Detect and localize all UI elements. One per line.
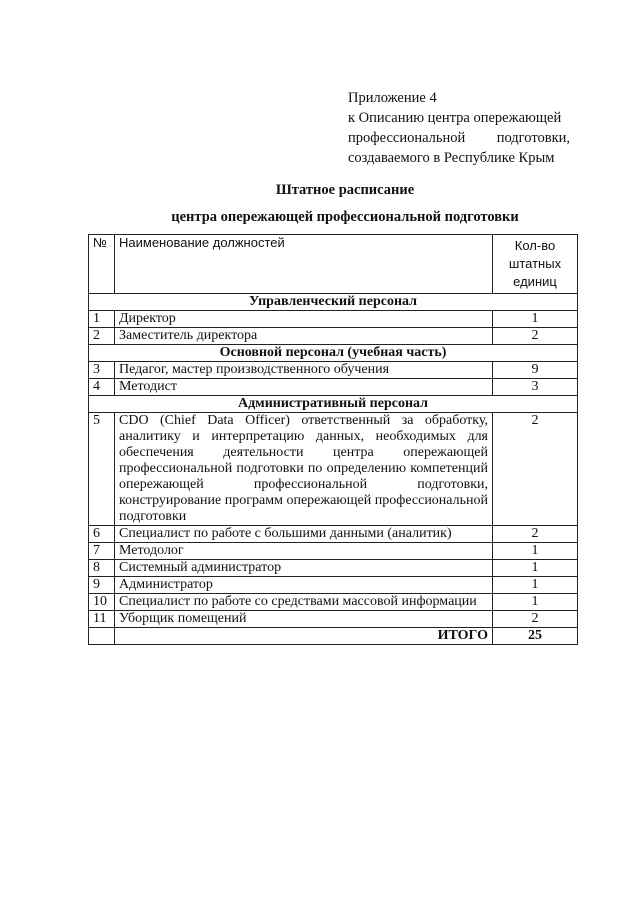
row-position: Директор (115, 311, 493, 328)
header-qty-line-2: штатных (508, 256, 562, 271)
table-header-row (89, 235, 578, 294)
row-qty: 3 (493, 379, 578, 396)
row-qty: 1 (493, 560, 578, 577)
table-row (89, 611, 578, 628)
header-name: Наименование должностей (115, 235, 493, 294)
row-qty: 1 (493, 543, 578, 560)
row-position: Системный администратор (115, 560, 493, 577)
table-row (89, 526, 578, 543)
row-num: 6 (89, 526, 115, 543)
total-value: 25 (493, 628, 578, 645)
row-qty: 9 (493, 362, 578, 379)
staff-table (88, 234, 578, 645)
section-title: Управленческий персонал (89, 294, 578, 311)
section-row (89, 294, 578, 311)
appendix-line-4: создаваемого в Республике Крым (348, 150, 555, 166)
row-num: 3 (89, 362, 115, 379)
row-qty: 2 (493, 526, 578, 543)
row-num: 10 (89, 594, 115, 611)
row-qty: 2 (493, 611, 578, 628)
row-num: 2 (89, 328, 115, 345)
row-num: 9 (89, 577, 115, 594)
row-qty: 1 (493, 594, 578, 611)
section-row (89, 396, 578, 413)
row-num: 5 (89, 413, 115, 526)
table-row (89, 543, 578, 560)
row-num: 7 (89, 543, 115, 560)
appendix-line-3: профессиональной подготовки, (348, 130, 570, 146)
row-position: Специалист по работе с большими данными (аналитик) (115, 526, 493, 543)
header-qty-line-3: единиц (513, 274, 557, 289)
table-row (89, 379, 578, 396)
row-position: Специалист по работе со средствами массовой информации (115, 594, 493, 611)
table-row (89, 577, 578, 594)
row-num: 1 (89, 311, 115, 328)
table-row (89, 311, 578, 328)
appendix-line-2: к Описанию центра опережающей (348, 110, 562, 126)
row-position: Заместитель директора (115, 328, 493, 345)
table-row (89, 594, 578, 611)
row-position: Администратор (115, 577, 493, 594)
row-position: Методолог (115, 543, 493, 560)
total-row (89, 628, 578, 645)
row-qty: 1 (493, 577, 578, 594)
total-label: ИТОГО (115, 628, 493, 645)
row-position: CDO (Chief Data Officer) ответственный за обработку, аналитику и интерпретацию данных, необходимых для обеспечения деятельности центра опережающей профессиональной подготовки по определению компетенций опережающей профессиональной подготовки, конструирование программ опережающей профессиональной подготовки (115, 413, 493, 526)
row-qty: 1 (493, 311, 578, 328)
row-num: 11 (89, 611, 115, 628)
section-row (89, 345, 578, 362)
appendix-note (348, 88, 570, 168)
document-subtitle: центра опережающей профессиональной подготовки (171, 209, 519, 225)
section-title: Основной персонал (учебная часть) (89, 345, 578, 362)
appendix-line-1: Приложение 4 (348, 90, 437, 106)
table-row (89, 560, 578, 577)
row-position: Методист (115, 379, 493, 396)
row-num: 8 (89, 560, 115, 577)
table-row (89, 328, 578, 345)
row-qty: 2 (493, 328, 578, 345)
header-num: № (89, 235, 115, 294)
table-row (89, 413, 578, 526)
row-position: Педагог, мастер производственного обучения (115, 362, 493, 379)
row-position: Уборщик помещений (115, 611, 493, 628)
row-qty: 2 (493, 413, 578, 526)
header-qty-line-1: Кол-во (514, 238, 556, 253)
document-title: Штатное расписание (275, 182, 415, 198)
total-num-cell (89, 628, 115, 645)
row-num: 4 (89, 379, 115, 396)
table-row (89, 362, 578, 379)
section-title: Административный персонал (89, 396, 578, 413)
header-qty (493, 235, 578, 294)
